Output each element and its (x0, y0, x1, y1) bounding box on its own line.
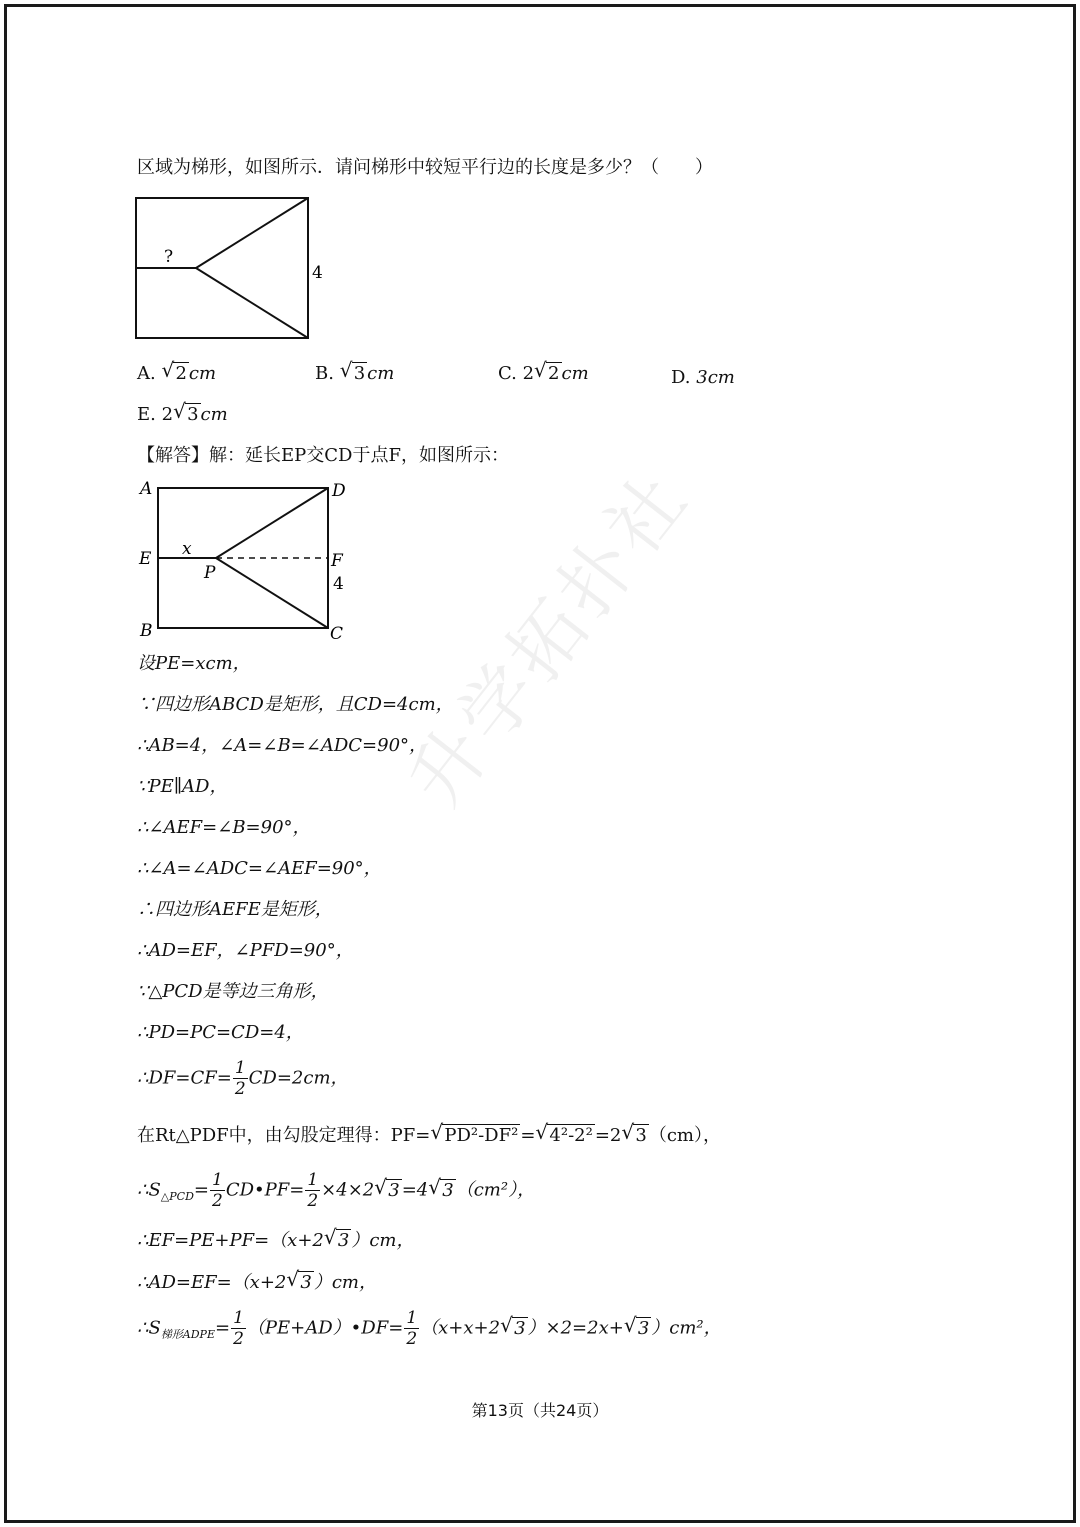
solution-line-1: 设PE=xcm， (137, 653, 251, 674)
solution-line-8: ∴AD=EF，∠PFD=90°， (137, 940, 354, 961)
label-a: A (140, 479, 153, 499)
label-f: F (331, 551, 343, 571)
option-b: B. √ 3 cm (315, 358, 395, 384)
solution-line-11: ∴DF=CF= $\frac{1}{2}$ CD=2cm， (137, 1058, 349, 1099)
label-c: C (330, 624, 344, 644)
label-four: 4 (333, 574, 344, 594)
question-stem: 区域为梯形，如图所示．请问梯形中较短平行边的长度是多少？（ ） (137, 157, 713, 178)
solution-line-12: 在Rt△PDF中，由勾股定理得：PF= √ PD²-DF² = √ 4²-2² =2 √ 3 （cm）， (137, 1120, 721, 1146)
solution-line-6: ∴∠A=∠ADC=∠AEF=90°， (137, 858, 382, 879)
option-d: D. 3cm (671, 367, 735, 388)
solution-line-16: $\therefore S_{梯形ADPE}=$ $\frac{1}{2}$ （PE+AD）•DF= $\frac{1}{2}$ （x+x+2 √ 3 ）×2=2x+ √ 3 ）cm²， (137, 1308, 722, 1349)
solution-line-2: ∵四边形ABCD是矩形，且CD=4cm， (137, 694, 454, 715)
solution-line-4: ∵PE∥AD， (137, 776, 228, 797)
solution-line-9: ∵△PCD是等边三角形， (137, 981, 329, 1002)
label-e: E (139, 549, 152, 569)
solution-line-14: ∴EF=PE+PF=（x+2 √ 3 ）cm， (137, 1225, 415, 1251)
option-e: E. 2 √ 3 cm (137, 399, 228, 425)
figure1-side-label: 4 (312, 263, 323, 283)
label-d: D (332, 481, 346, 501)
solution-line-13: $\therefore S_{\triangle PCD}=$ $\frac{1}{2}$ CD•PF= $\frac{1}{2}$ ×4×2 √ 3 =4 √ 3 （cm²）， (137, 1170, 536, 1211)
option-c: C. 2 √ 2 cm (498, 358, 589, 384)
figure-solution (130, 474, 360, 646)
label-b: B (140, 621, 153, 641)
solution-line-3: ∴AB=4，∠A=∠B=∠ADC=90°， (137, 735, 428, 756)
watermark: 升学拓扑社 (392, 454, 707, 823)
label-x: x (182, 539, 192, 559)
figure-question (130, 192, 340, 348)
solution-line-7: ∴四边形AEFE是矩形， (137, 899, 333, 920)
solution-line-5: ∴∠AEF=∠B=90°， (137, 817, 311, 838)
option-a: A. √ 2 cm (137, 358, 217, 384)
solution-intro: 【解答】解：延长EP交CD于点F，如图所示： (137, 445, 509, 466)
solution-line-15: ∴AD=EF=（x+2 √ 3 ）cm， (137, 1267, 377, 1293)
label-p: P (204, 563, 216, 583)
figure1-question-mark: ? (164, 247, 174, 267)
solution-line-10: ∴PD=PC=CD=4， (137, 1022, 304, 1043)
page-footer: 第13页（共24页） (471, 1401, 609, 1420)
